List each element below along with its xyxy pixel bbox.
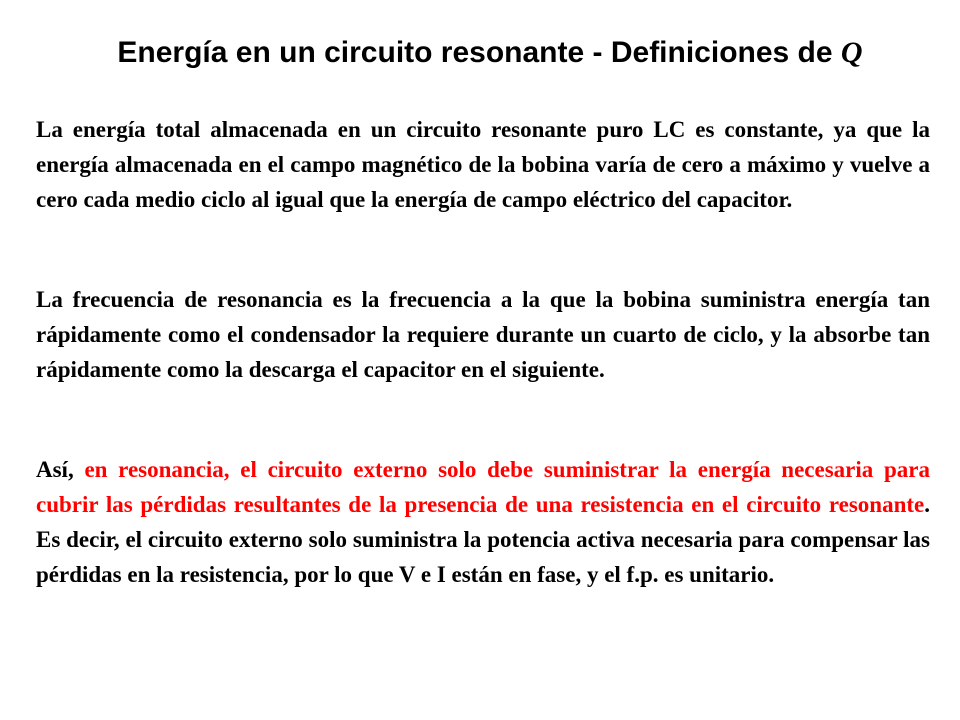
paragraph-energy-total: La energía total almacenada en un circuito resonante puro LC es constante, ya que la energía almacenada en el campo magnético de la bobina varía de cero a máximo y vuelve a cero cada medio ciclo al igual que la energía de campo eléctrico del capacitor. xyxy=(36,117,930,212)
slide-title xyxy=(30,36,950,70)
title-q-symbol: Q xyxy=(840,36,863,69)
paragraph-rest: . Es decir, el circuito externo solo suministra la potencia activa necesaria para compensar las pérdidas en la resistencia, por lo que V e I están en fase, y el f.p. es unitario. xyxy=(36,492,930,587)
paragraph-lead: Así, xyxy=(36,457,85,482)
title-text: Energía en un circuito resonante - Definiciones de xyxy=(117,36,841,69)
highlighted-statement: en resonancia, el circuito externo solo debe suministrar la energía necesaria para cubrir las pérdidas resultantes de la presencia de una resistencia en el circuito resonante xyxy=(36,457,931,517)
paragraph-resonance-losses xyxy=(36,452,930,592)
paragraph-resonance-frequency: La frecuencia de resonancia es la frecuencia a la que la bobina suministra energía tan rápidamente como el condensador la requiere durante un cuarto de ciclo, y la absorbe tan rápidamente como la descarga el capacitor en el siguiente. xyxy=(36,287,930,382)
